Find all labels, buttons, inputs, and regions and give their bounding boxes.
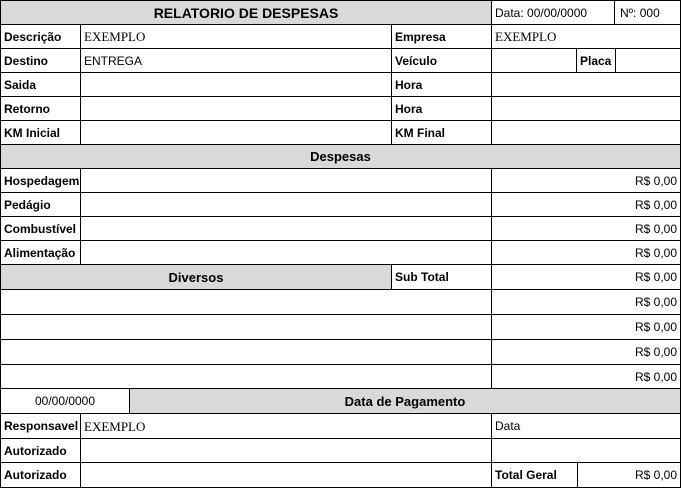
subtotal-value[interactable]: R$ 0,00 bbox=[634, 270, 677, 284]
responsavel-date-field[interactable]: Data bbox=[495, 419, 521, 433]
hora-retorno-label: Hora bbox=[395, 101, 423, 116]
destino-field[interactable]: ENTREGA bbox=[84, 53, 143, 68]
hospedagem-value[interactable]: R$ 0,00 bbox=[634, 173, 677, 188]
hora-saida-label: Hora bbox=[395, 77, 423, 92]
alimentacao-label: Alimentação bbox=[4, 245, 76, 260]
alimentacao-value[interactable]: R$ 0,00 bbox=[634, 245, 677, 260]
autorizado-field[interactable] bbox=[81, 463, 491, 487]
pedagio-label: Pedágio bbox=[4, 197, 51, 212]
veiculo-label: Veículo bbox=[395, 53, 438, 68]
pagamento-section-title: Data de Pagamento bbox=[344, 393, 466, 409]
diversos-value[interactable]: R$ 0,00 bbox=[634, 369, 677, 384]
diversos-field[interactable] bbox=[1, 365, 491, 388]
alimentacao-field[interactable] bbox=[81, 241, 491, 264]
combustivel-field[interactable] bbox=[81, 217, 491, 240]
retorno-label: Retorno bbox=[4, 101, 50, 116]
veiculo-field[interactable] bbox=[492, 49, 576, 72]
autorizado-label: Autorizado bbox=[4, 443, 67, 458]
subtotal-label: Sub Total bbox=[395, 270, 449, 284]
responsavel-field[interactable]: EXEMPLO bbox=[84, 418, 146, 434]
total-geral-value[interactable]: R$ 0,00 bbox=[634, 468, 677, 482]
diversos-section-title: Diversos bbox=[168, 269, 224, 285]
empresa-label: Empresa bbox=[395, 29, 446, 44]
despesas-section-title: Despesas bbox=[310, 149, 371, 164]
diversos-field[interactable] bbox=[1, 340, 491, 364]
retorno-field[interactable] bbox=[81, 97, 391, 120]
report-number[interactable]: Nº: 000 bbox=[620, 5, 660, 20]
hospedagem-field[interactable] bbox=[81, 169, 491, 192]
total-geral-label: Total Geral bbox=[495, 468, 557, 482]
saida-field[interactable] bbox=[81, 73, 391, 96]
empresa-field[interactable]: EXEMPLO bbox=[495, 29, 557, 44]
combustivel-label: Combustível bbox=[4, 221, 77, 236]
pedagio-field[interactable] bbox=[81, 193, 491, 216]
placa-label: Placa bbox=[580, 53, 612, 68]
report-date[interactable]: Data: 00/00/0000 bbox=[495, 5, 588, 20]
destino-label: Destino bbox=[4, 53, 49, 68]
km-inicial-label: KM Inicial bbox=[4, 125, 61, 140]
km-inicial-field[interactable] bbox=[81, 121, 391, 144]
report-title: RELATORIO DE DESPESAS bbox=[153, 4, 339, 21]
diversos-value[interactable]: R$ 0,00 bbox=[634, 345, 677, 359]
diversos-value[interactable]: R$ 0,00 bbox=[634, 295, 677, 309]
diversos-field[interactable] bbox=[1, 315, 491, 339]
combustivel-value[interactable]: R$ 0,00 bbox=[634, 221, 677, 236]
autorizado-field[interactable] bbox=[81, 439, 491, 462]
payment-date-field[interactable]: 00/00/0000 bbox=[34, 394, 96, 408]
hospedagem-label: Hospedagem bbox=[4, 173, 80, 188]
placa-field[interactable] bbox=[616, 49, 680, 72]
pedagio-value[interactable]: R$ 0,00 bbox=[634, 197, 677, 212]
descricao-field[interactable]: EXEMPLO bbox=[84, 29, 146, 44]
autorizado-date-field[interactable] bbox=[492, 439, 680, 462]
autorizado-label: Autorizado bbox=[4, 468, 67, 482]
descricao-label: Descrição bbox=[4, 29, 62, 44]
saida-label: Saida bbox=[4, 77, 37, 92]
diversos-field[interactable] bbox=[1, 290, 491, 314]
hora-retorno-field[interactable] bbox=[492, 97, 680, 120]
km-final-field[interactable] bbox=[492, 121, 680, 144]
hora-saida-field[interactable] bbox=[492, 73, 680, 96]
diversos-value[interactable]: R$ 0,00 bbox=[634, 320, 677, 334]
km-final-label: KM Final bbox=[395, 125, 445, 140]
responsavel-label: Responsavel bbox=[4, 419, 79, 433]
